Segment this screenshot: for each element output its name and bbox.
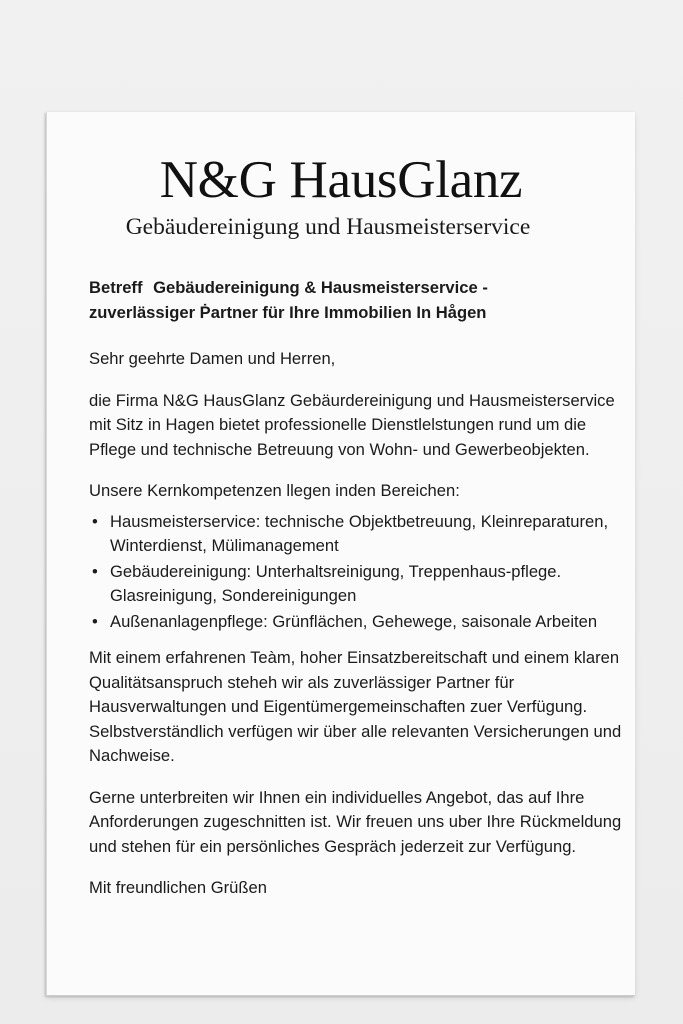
letterhead [47, 150, 635, 242]
team-paragraph: Mit einem erfahrenen Teàm, hoher Einsatzbereitschaft und einem klaren Qualitätsanspruch steheh wir als zuverlässiger Partner für Hausverwaltungen und Eigentümergemeinschaften zuer Verfügung. Selbstverständlich verfügen wir über alle relevanten Versicherungen und Nachweise. [89, 648, 622, 765]
company-tagline: Gebäudereinigung und Hausmeisterservice [125, 214, 531, 240]
service-item [89, 510, 624, 559]
letter-body [89, 276, 624, 901]
service-item [89, 560, 624, 609]
competences-heading: Unsere Kernkompetenzen llegen inden Bereichen: [89, 481, 460, 500]
subject-line [89, 276, 624, 325]
service-description: Grünflächen, Gehewege, saisonale Arbeiten [267, 611, 598, 631]
company-name: N&G HausGlanz [159, 151, 523, 209]
closing: Mit freundlichen Grüßen [89, 878, 268, 897]
service-name: Hausmeisterservice: [110, 511, 261, 531]
subject-label: Betreff [89, 278, 143, 297]
bullet-icon: • [92, 611, 98, 631]
service-item [89, 610, 624, 635]
service-description: technische Objektbetreuung, Kleinreparaturen, Winterdienst, Mülimanagement [110, 511, 609, 555]
bullet-icon: • [92, 561, 98, 581]
salutation: Sehr geehrte Damen und Herren, [89, 349, 336, 368]
subject-line-2: zuverlässiger Ṗartner für Ihre Immobilien In Hågen [89, 302, 487, 322]
subject-line-1 [89, 276, 624, 301]
service-description: Unterhaltsreinigung, Treppenhaus-pflege. Glasreinigung, Sondereinigungen [110, 561, 562, 605]
offer-paragraph: Gerne unterbreiten wir Ihnen ein individuelles Angebot, das auf Ihre Anforderungen zugeschnitten ist. Wir freuen uns uber Ihre Rückmeldung und stehen für ein persönliches Gespräch jederzeit zur Verfügung. [89, 787, 622, 856]
intro-paragraph: die Firma N&G HausGlanz Gebäurdereinigung und Hausmeisterservice mit Sitz in Hagen bietet professionelle Dienstlelstungen rund um die Pflege und technische Betreuung von Wohn- und Gewerbeobjekten. [89, 390, 615, 459]
service-name: Außenanlagenpflege: [110, 611, 268, 631]
bullet-icon: • [92, 511, 98, 531]
service-name: Gebäudereinigung: [110, 561, 252, 581]
letter-paper [46, 112, 635, 996]
services-list [89, 510, 624, 635]
subject-text-1: Gebäudereinigung & Hausmeisterservice - [153, 278, 488, 297]
